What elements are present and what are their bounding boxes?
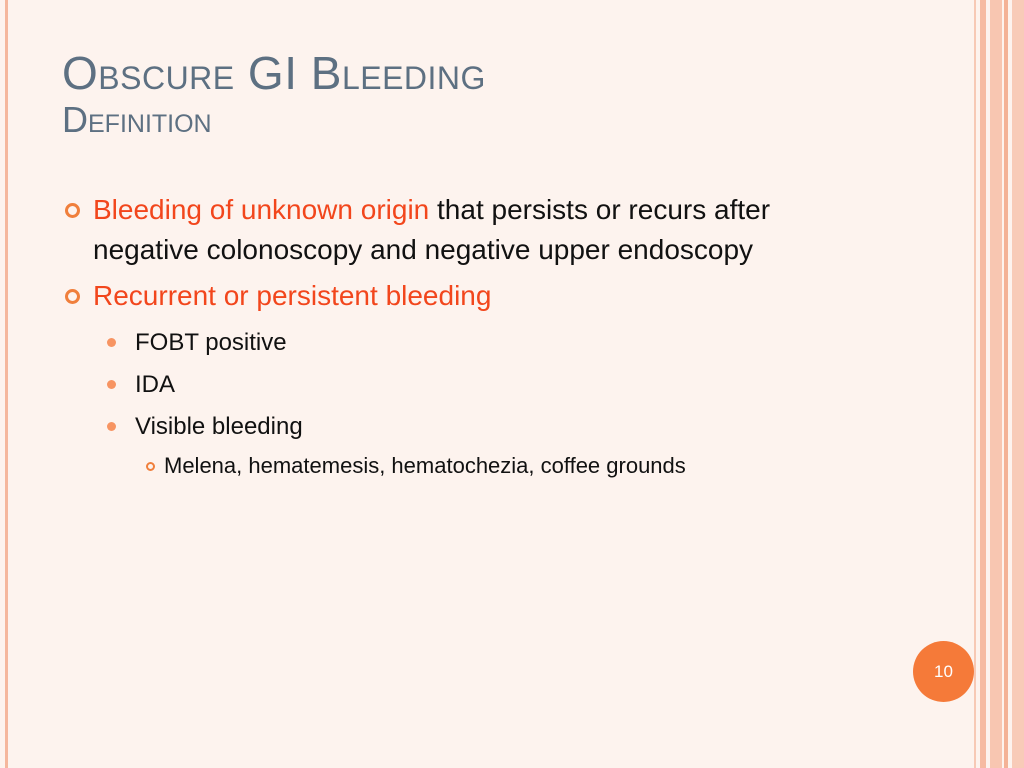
stripe xyxy=(1012,0,1024,768)
sub-bullet-text: Visible bleeding xyxy=(135,413,303,440)
sub-bullet-visible-bleeding xyxy=(62,412,862,442)
stripe xyxy=(974,0,976,768)
sub-bullet-ida xyxy=(62,370,862,400)
stripe xyxy=(980,0,986,768)
bullet-2-highlight: Recurrent or persistent bleeding xyxy=(93,280,492,311)
bullet-item-2 xyxy=(62,276,862,316)
dot-bullet-icon xyxy=(107,380,116,389)
slide-title xyxy=(62,47,942,140)
bullet-1-text: that persists or recurs after negative colonoscopy and negative upper endoscopy xyxy=(93,194,771,265)
title-subtitle: Definition xyxy=(62,99,212,140)
left-border-line xyxy=(5,0,8,768)
stripe xyxy=(1004,0,1008,768)
ring-bullet-icon xyxy=(65,203,80,218)
sub-bullet-text: FOBT positive xyxy=(135,329,287,356)
stripe xyxy=(990,0,1002,768)
page-number: 10 xyxy=(934,661,953,681)
title-main: Obscure GI Bleeding xyxy=(62,47,486,99)
sub-sub-bullet-melena xyxy=(62,452,862,480)
dot-bullet-icon xyxy=(107,422,116,431)
dot-bullet-icon xyxy=(107,338,116,347)
sub-bullet-text: IDA xyxy=(135,371,176,398)
right-decorative-stripes xyxy=(974,0,1024,768)
sub-sub-bullet-text: Melena, hematemesis, hematochezia, coffee grounds xyxy=(164,453,686,478)
small-ring-bullet-icon xyxy=(146,462,155,471)
bullet-item-1 xyxy=(62,190,862,270)
sub-bullet-fobt xyxy=(62,328,862,358)
page-number-badge xyxy=(913,641,974,702)
ring-bullet-icon xyxy=(65,289,80,304)
bullet-1-highlight: Bleeding of unknown origin xyxy=(93,194,430,225)
bullet-list xyxy=(62,190,862,480)
